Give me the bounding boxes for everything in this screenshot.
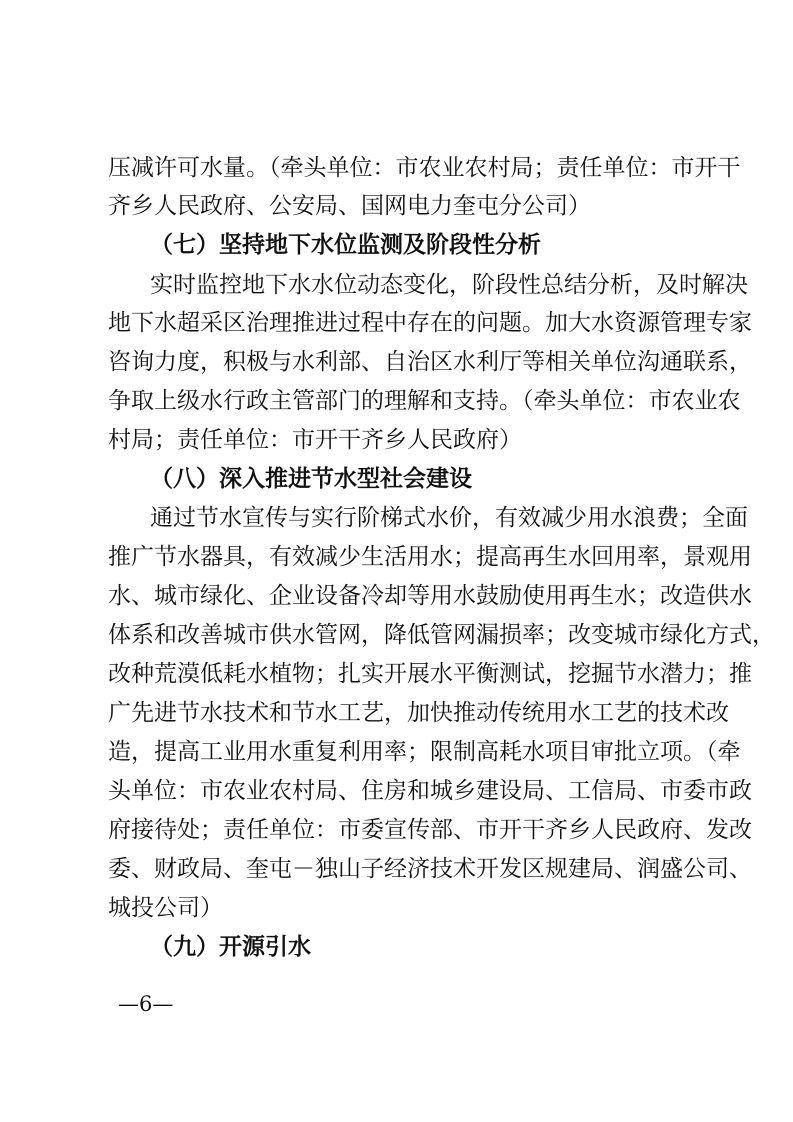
body-text-line: 广先进节水技术和节水工艺，加快推动传统用水工艺的技术改 [108, 700, 729, 726]
body-text-line: 城投公司） [108, 895, 223, 921]
body-text-line: 齐乡人民政府、公安局、国网电力奎屯分公司） [108, 193, 591, 219]
body-text-line: 委、财政局、奎屯－独山子经济技术开发区规建局、润盛公司、 [108, 856, 752, 882]
body-text-line: 争取上级水行政主管部门的理解和支持。（牵头单位：市农业农 [108, 388, 741, 414]
body-text-line: 头单位：市农业农村局、住房和城乡建设局、工信局、市委市政 [108, 778, 752, 804]
section-heading-8: （八）深入推进节水型社会建设 [150, 466, 472, 492]
body-text-line: 推广节水器具，有效减少生活用水；提高再生水回用率，景观用 [108, 544, 752, 570]
body-text-line: 改种荒漠低耗水植物；扎实开展水平衡测试，挖掘节水潜力；推 [108, 661, 752, 687]
page-number: —6— [118, 992, 174, 1016]
section-heading-7: （七）坚持地下水位监测及阶段性分析 [150, 232, 541, 258]
body-text-line: 压减许可水量。（牵头单位：市农业农村局；责任单位：市开干 [108, 155, 741, 181]
body-text-line: 体系和改善城市供水管网，降低管网漏损率；改变城市绿化方式， [108, 622, 775, 648]
body-text-line: 地下水超采区治理推进过程中存在的问题。加大水资源管理专家 [108, 310, 752, 336]
body-text-line: 村局；责任单位：市开干齐乡人民政府） [108, 427, 522, 453]
section-heading-9: （九）开源引水 [150, 934, 311, 960]
body-text-line: 府接待处；责任单位：市委宣传部、市开干齐乡人民政府、发改 [108, 817, 752, 843]
body-text-line: 造，提高工业用水重复利用率；限制高耗水项目审批立项。（牵 [108, 739, 741, 765]
body-text-line: 咨询力度，积极与水利部、自治区水利厅等相关单位沟通联系， [108, 349, 752, 375]
body-text-line: 通过节水宣传与实行阶梯式水价，有效减少用水浪费；全面 [150, 505, 748, 531]
body-text-line: 水、城市绿化、企业设备冷却等用水鼓励使用再生水；改造供水 [108, 583, 752, 609]
body-text-line: 实时监控地下水水位动态变化，阶段性总结分析，及时解决 [150, 272, 748, 298]
